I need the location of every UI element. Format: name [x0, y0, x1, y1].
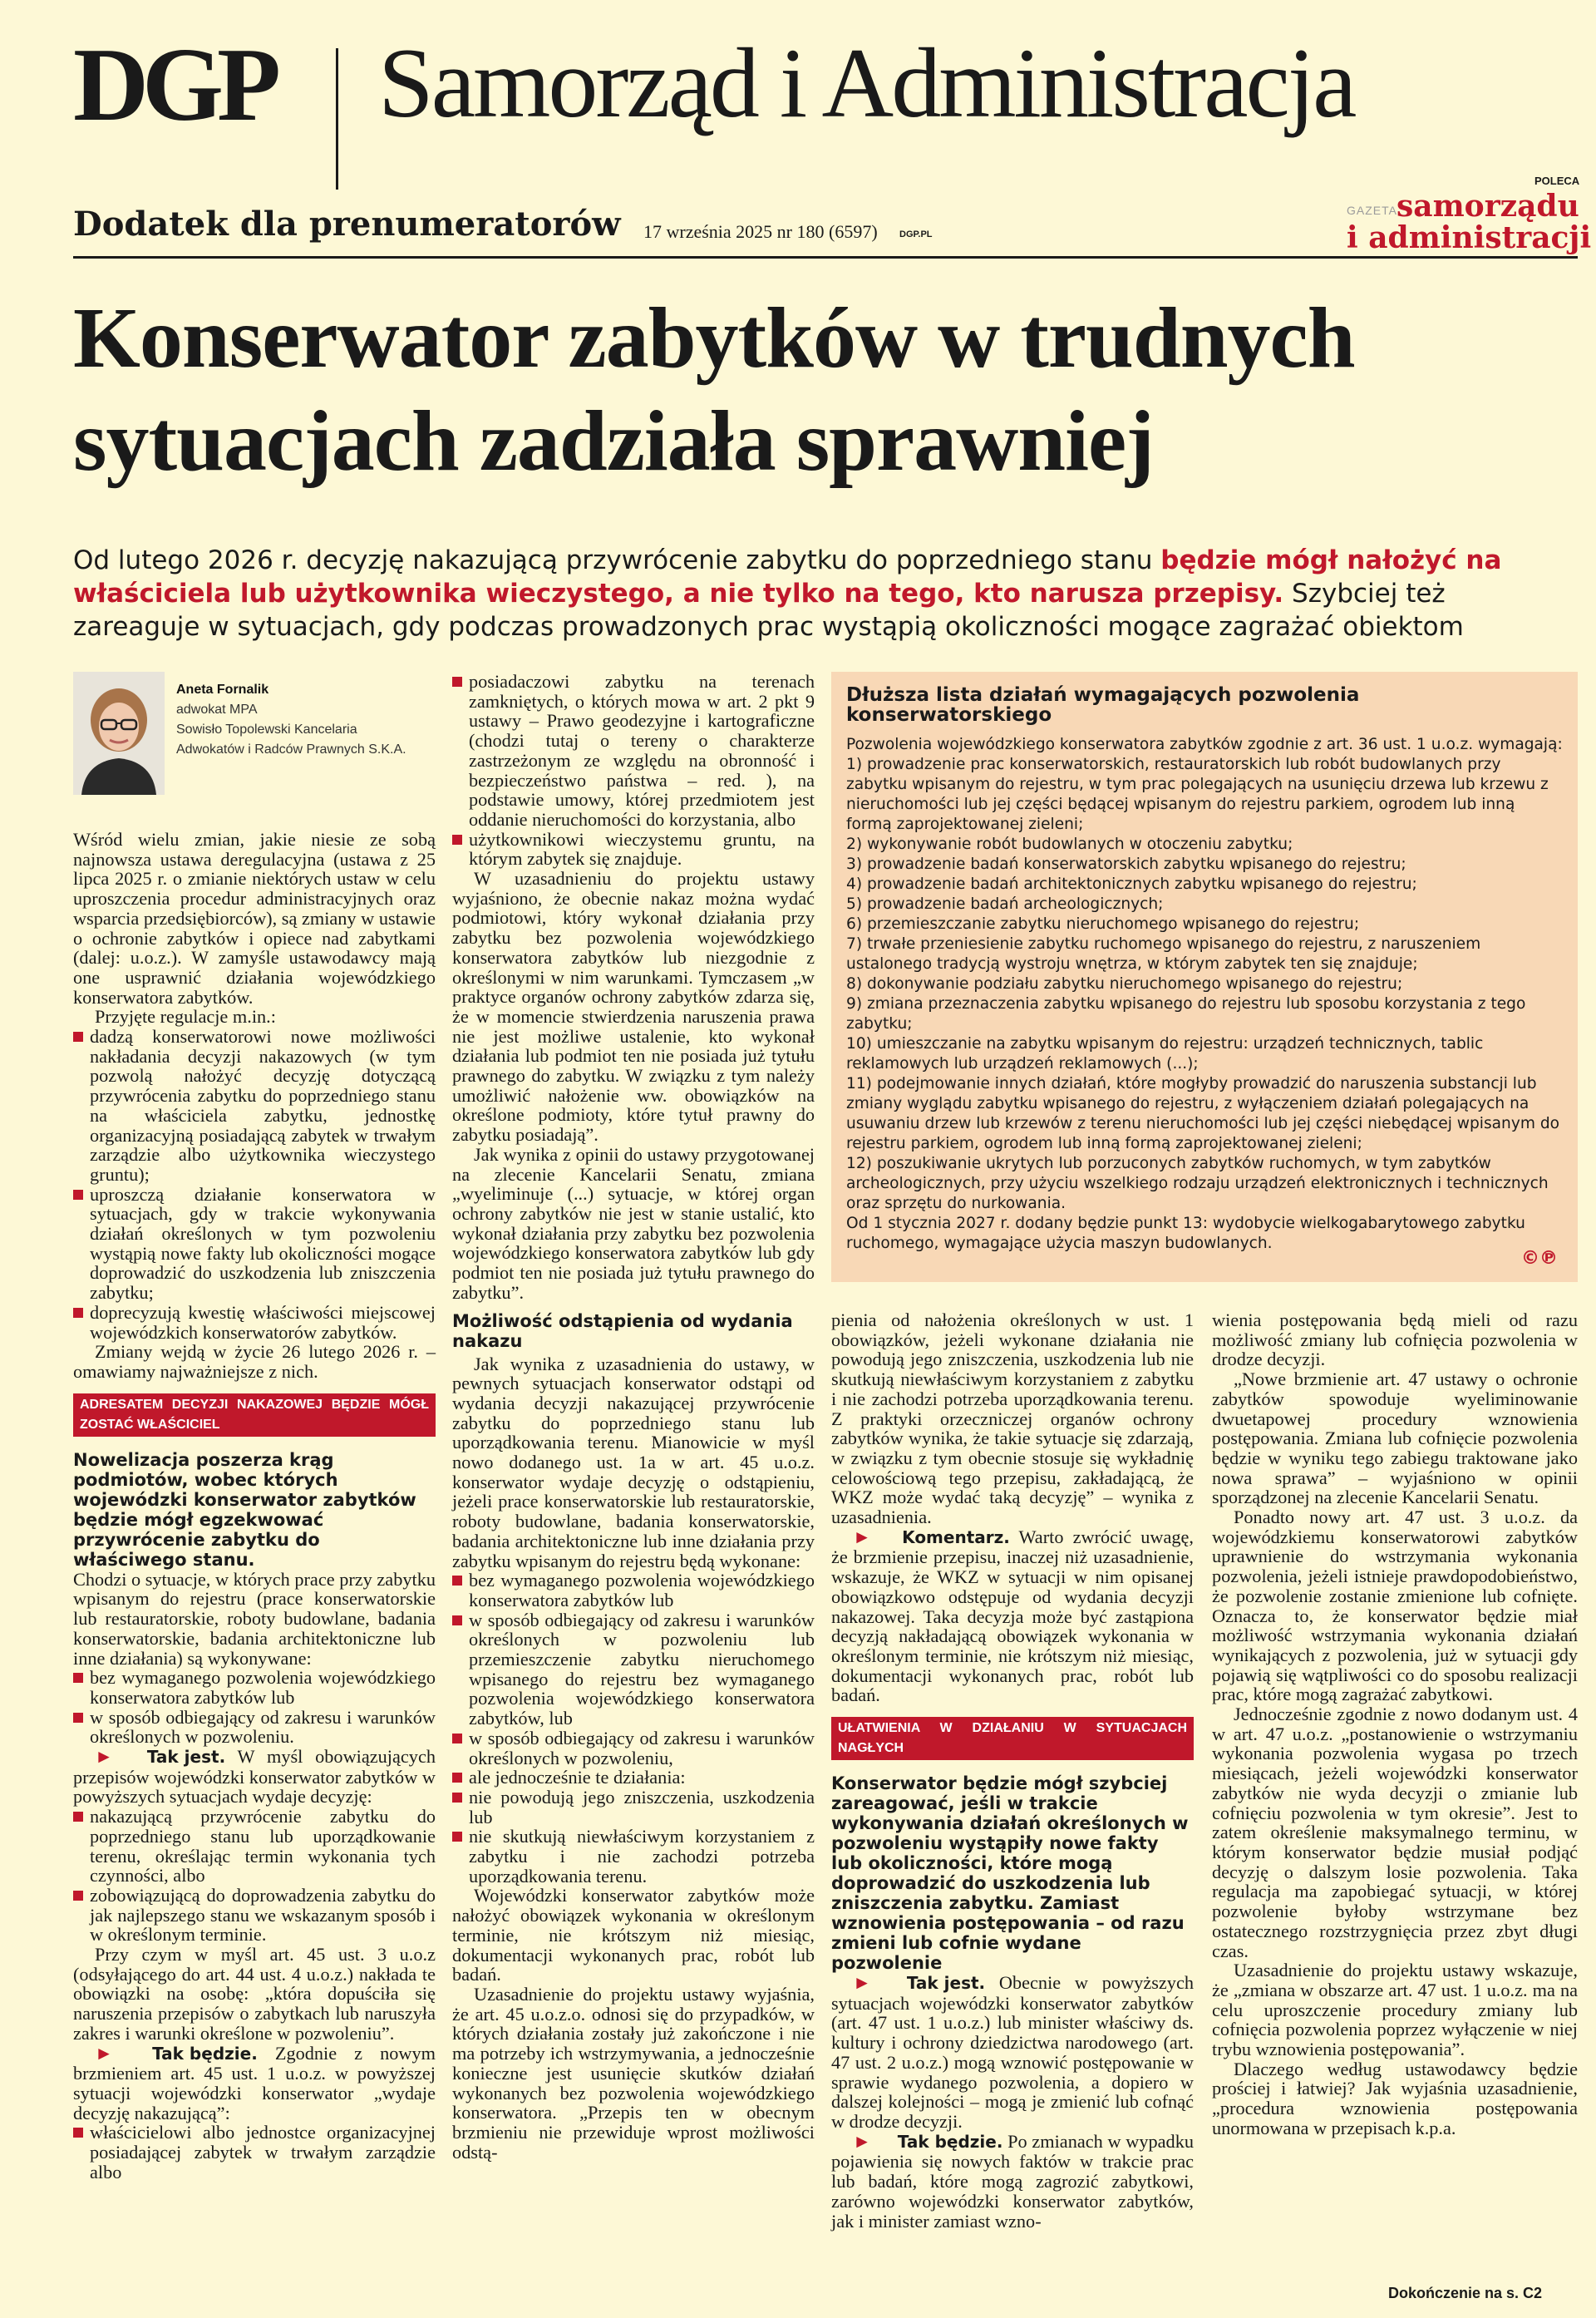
col2-p2: Jak wynika z opinii do ustawy przygotowanej na zlecenie Kancelarii Senatu, zmiana „wyeliminuje (...) sytuacje, w której organ ochrony zabytków nie jest w stanie ustalić, kto wykonał działania przy zabytku bez pozwolenia wojewódzkiego konserwatora zabytków lub gdy podmiot ten nie posiada już tytułu prawnego do zabytku”.: [452, 1143, 815, 1303]
tak-jest-label: Tak jest.: [146, 1747, 226, 1768]
masthead-rule: [73, 256, 1578, 259]
col3-p1: pienia od nałożenia określonych w ust. 1 obowiązków, jeżeli wykonane działania nie powodują jego zniszczenia, uszkodzenia lub nie skutkują niewłaściwym korzystaniem z zabytku i nie zachodzi potrzeba uporządkowania terenu. Z praktyki orzeczniczej organów ochrony zabytków wynika, że takie sytuacje się zdarzają, w związku z tym obecnie stosuje się wykładnię celowościową tego przepisu, zakładającą, że WKZ może wydać taką decyzję” – wynika z uzasadnienia.: [831, 1309, 1194, 1528]
article-column-4: [1212, 1310, 1578, 2138]
sidebar-item: 9) zmiana przeznaczenia zabytku wpisanego do rejestru lub sposobu korzystania z tego zabytku;: [846, 995, 1526, 1033]
sidebar-item: 5) prowadzenie badań archeologicznych;: [846, 895, 1164, 913]
site-link[interactable]: DGP.PL: [899, 229, 933, 239]
col1-tak-jest: [73, 1747, 436, 1807]
sidebar-item: 1) prowadzenie prac konserwatorskich, restauratorskich lub robót budowlanych przy zabytku wpisanym do rejestru, w tym prac polegających na usunięciu drzewa lub krzewu z nieruchomości lub jej części będącej wpisanym do rejestru parkiem, ogrodem lub inną formą zaprojektowanej zieleni;: [846, 756, 1549, 833]
list-item: nakazującą przywrócenie zabytku do poprzedniego stanu lub uporządkowanie terenu, określając termin wykonania tych czynności, albo: [73, 1807, 436, 1886]
recommend-gazeta: GAZETA: [1347, 204, 1397, 217]
col2-p4: Wojewódzki konserwator zabytków może nałożyć obowiązek wykonania w określonym terminie, nie krótszym niż miesiąc, dokumentacji wykonanych prac, robót lub badań.: [452, 1885, 815, 1985]
sidebar-box: [831, 672, 1578, 1282]
arrow-icon: ►: [853, 1526, 872, 1547]
issue-date: 17 września 2025 nr 180 (6597): [643, 221, 878, 242]
col2-p3: Jak wynika z uzasadnienia do ustawy, w pewnych sytuacjach konserwator odstąpi od wydania decyzji nakazującej przywrócenie zabytku do poprzedniego stanu lub uporządkowania terenu. Mianowicie w myśl nowo dodanego ust. 1a w art. 45 u.o.z. konserwator wydaje decyzję o odstąpieniu, jeżeli prace konserwatorskie lub restauratorskie, roboty budowlane, badania konserwatorskie, badania architektoniczne lub inne działania przy zabytku wpisanym do rejestru będą wykonane:: [452, 1353, 815, 1571]
list-item: użytkownikowi wieczystemu gruntu, na którym zabytek się znajduje.: [452, 830, 815, 869]
col4-p1: wienia postępowania będą mieli od razu możliwość zmiany lub cofnięcia pozwolenia w drodze decyzji.: [1212, 1309, 1578, 1370]
section-title: Samorząd i Administracja: [378, 27, 1355, 138]
col1-bullets3: [73, 1807, 436, 1945]
komentarz-label: Komentarz.: [902, 1526, 1010, 1547]
col1-bullets: [73, 1027, 436, 1342]
tak-bedzie-label: Tak będzie.: [152, 2043, 258, 2064]
article-column-2: [452, 672, 815, 2162]
sidebar-item: 2) wykonywanie robót budowlanych w otoczeniu zabytku;: [846, 836, 1293, 853]
col1-bullets2: [73, 1668, 436, 1747]
col2-bullets: [452, 672, 815, 869]
author-box: [176, 680, 426, 760]
arrow-icon: ►: [853, 2130, 872, 2152]
author-firm: Sowisło Topolewski Kancelaria Adwokatów i Radców Prawnych S.K.A.: [176, 723, 406, 757]
list-item: w sposób odbiegający od zakresu i warunków określonych w pozwoleniu,: [452, 1729, 815, 1768]
col2-bullets2: [452, 1571, 815, 1886]
author-name: Aneta Fornalik: [176, 683, 269, 697]
dgp-logo: DGP: [73, 27, 274, 143]
list-item: bez wymaganego pozwolenia wojewódzkiego konserwatora zabytków lub: [73, 1668, 436, 1707]
sidebar-item: 8) dokonywanie podziału zabytku nieruchomego wpisanego do rejestru;: [846, 975, 1403, 993]
tak-jest-label: Tak jest.: [906, 1973, 986, 1994]
sidebar-item: 11) podejmowanie innych działań, które mogłyby prowadzić do naruszenia substancji lub zmiany wyglądu zabytku wpisanego do rejestru, z wyłączeniem działań polegających na usuwaniu drzew lub krzewów z terenu nieruchomości lub jej części niebędącej wpisanym do rejestru parkiem, ogrodem lub inną formą zaprojektowanej zieleni;: [846, 1075, 1560, 1152]
col3-tak-bedzie: [831, 2132, 1194, 2232]
col4-p2: „Nowe brzmienie art. 47 ustawy o ochronie zabytków spowoduje wyeliminowanie dwuetapowej procedury wznowienia postępowania. Zmiana lub cofnięcie pozwolenia będzie w wyniku tego zabiegu traktowane jako nowa sprawa” – wyjaśniono w opinii sporządzonej na zlecenie Kancelarii Senatu.: [1212, 1369, 1578, 1508]
continuation-note: Dokończenie na s. C2: [1388, 2285, 1543, 2301]
section-band-adresat: ADRESATEM DECYZJI NAKAZOWEJ BĘDZIE MÓGŁ ZOSTAĆ WŁAŚCICIEL: [73, 1393, 436, 1437]
sidebar-item: 4) prowadzenie badań architektonicznych zabytku wpisanego do rejestru;: [846, 875, 1417, 893]
col2-p1: W uzasadnieniu do projektu ustawy wyjaśniono, że obecnie nakaz można wydać podmiotowi, który wykonał działania przy zabytku bez pozwolenia wojewódzkiego konserwatora zabytków lub niezgodnie z określonymi w nim warunkami. Tymczasem „w praktyce organów ochrony zabytków zdarza się, że w momencie stwierdzenia naruszenia prawa nie jest możliwe ustalenie, kto wykonał działania lub podmiot ten nie posiada już tytułu prawnego do zabytku. W związku z tym należy umożliwić nałożenie ww. obowiązków na określone podmioty, które tytuł prawny do zabytku posiadają”.: [452, 868, 815, 1146]
col4-p4: Jednocześnie zgodnie z nowo dodanym ust. 4 w art. 47 u.o.z. „postanowienie o wstrzymaniu wykonania pozwolenia wygasa po trzech miesiącach, jeżeli wojewódzki konserwator zabytków nie wyda decyzji o zmianie lub cofnięciu pozwolenia w tym okresie”. Jest to zatem określenie maksymalnego terminu, w którym konserwator będzie musiał podjąć decyzję o dalszym losie pozwolenia. Taka regulacja ma zapobiegać sytuacji, w której pozwolenie byłoby wstrzymane bez ostatecznego rozstrzygnięcia przez zbyt długi czas.: [1212, 1704, 1578, 1961]
list-item: doprecyzują kwestię właściwości miejscowej wojewódzkich konserwatorów zabytków.: [73, 1303, 436, 1342]
arrow-icon: ►: [853, 1972, 872, 1994]
col1-bold-intro: Nowelizacja poszerza krąg podmiotów, wobec których wojewódzki konserwator zabytków będzie mógł egzekwować przywrócenie zabytku do właściwego stanu.: [73, 1449, 416, 1570]
list-item: zobowiązującą do doprowadzenia zabytku do jak najlepszego stanu we wskazanym sposób i w określonym terminie.: [73, 1886, 436, 1945]
col4-p3: Ponadto nowy art. 47 ust. 3 u.o.z. da wojewódzkiemu konserwatorowi zabytków uprawnienie do wstrzymania wykonania pozwolenia, jeżeli istnieje prawdopodobieństwo, że pozwolenie zostanie zmienione lub cofnięte. Oznacza to, że konserwator będzie miał możliwość wstrzymania wykonania działań wynikających z pozwolenia, już w sytuacji gdy pojawią się wątpliwości co do sposobu realizacji prac, które mogą zagrażać zabytkowi.: [1212, 1507, 1578, 1705]
masthead-divider: [336, 48, 338, 190]
col1-bullets4: [73, 2123, 436, 2182]
recommend-title-line2: i administracji: [1347, 220, 1592, 255]
recommend-label: POLECA: [1534, 175, 1580, 187]
list-item: w sposób odbiegający od zakresu i warunków określonych w pozwoleniu lub przemieszczenie zabytku nieruchomego wpisanego do rejestru bez wymaganego pozwolenia wojewódzkiego konserwatora zabytków, lub: [452, 1610, 815, 1729]
lead-part1: Od lutego 2026 r. decyzję nakazującą przywrócenie zabytku do poprzedniego stanu: [73, 545, 1161, 575]
sidebar-note: Od 1 stycznia 2027 r. dodany będzie punkt 13: wydobycie wielkogabarytowego zabytku ruchomego, wymagające użycia maszyn budowlanych.: [846, 1215, 1525, 1252]
list-item: ale jednocześnie te działania:: [452, 1768, 815, 1788]
tak-bedzie-text: Po zmianach w wypadku pojawienia się nowych faktów w trakcie prac lub badań, które mogą zagrozić zabytkowi, zarówno wojewódzki konserwator zabytków, jak i minister zamiast wzno-: [831, 2130, 1194, 2232]
author-photo: [73, 672, 165, 795]
col3-tak-jest: [831, 1973, 1194, 2132]
sidebar-intro: Pozwolenia wojewódzkiego konserwatora zabytków zgodnie z art. 36 ust. 1 u.o.z. wymagają:: [846, 736, 1563, 753]
sidebar-item: 7) trwałe przeniesienie zabytku ruchomego wpisanego do rejestru, z naruszeniem ustalonego tradycją wystroju wnętrza, w którym zabytek ten się znajduje;: [846, 935, 1481, 973]
list-item: dadzą konserwatorowi nowe możliwości nakładania decyzji nakazowych (w tym pozwolą nałożyć decyzję dotyczącą przywrócenia zabytku do poprzedniego stanu na właściciela zabytku, jednostkę organizacyjną posiadającą zabytek w trwałym zarządzie albo użytkownika wieczystego gruntu);: [73, 1027, 436, 1185]
section-band-ulatwienia: UŁATWIENIA W DZIAŁANIU W SYTUACJACH NAGŁYCH: [831, 1717, 1194, 1760]
list-item: właścicielowi albo jednostce organizacyjnej posiadającej zabytek w trwałym zarządzie albo: [73, 2123, 436, 2182]
sidebar-item: 6) przemieszczanie zabytku nieruchomego wpisanego do rejestru;: [846, 915, 1360, 933]
col1-list-intro: Przyjęte regulacje m.in.:: [95, 1006, 276, 1028]
col1-p2: Przy czym w myśl art. 45 ust. 3 u.o.z (odsyłającego do art. 44 ust. 4 u.o.z.) nakłada te obowiązki na osobę: „która dopuściła się naruszenia przepisów o zabytkach lub naruszyła zakres i warunki określone w pozwoleniu”.: [73, 1944, 436, 2044]
copyright-icon: ©℗: [1521, 1248, 1558, 1269]
col4-p5: Uzasadnienie do projektu ustawy wskazuje, że „zmiana w obszarze art. 47 ust. 1 u.o.z. ma na celu uproszczenie procedury zmiany lub cofnięcia pozwolenia poprzez wyłączenie w niej trybu wznowienia postępowania”.: [1212, 1960, 1578, 2060]
author-role: adwokat MPA: [176, 703, 258, 717]
tak-bedzie-text: Zgodnie z nowym brzmieniem art. 45 ust. 1 u.o.z. w powyższej sytuacji wojewódzki konserwator „wydaje decyzję nakazującą”:: [73, 2042, 436, 2123]
komentarz-text: Warto zwrócić uwagę, że brzmienie przepisu, inaczej niż uzasadnienie, wskazuje, że WKZ w sytuacji w nim opisanej obowiązkowo odstępuje od wydania decyzji nakazowej. Taka decyzja może być zastąpiona decyzją nakładającą obowiązek wykonania w określonym terminie, nie krótszym niż miesiąc, dokumentacji wykonanych prac, robót lub badań.: [831, 1526, 1194, 1706]
recommend-title-line1: samorządu: [1396, 189, 1579, 224]
list-item: bez wymaganego pozwolenia wojewódzkiego konserwatora zabytków lub: [452, 1571, 815, 1610]
col3-komentarz: [831, 1527, 1194, 1705]
col2-p5: Uzasadnienie do projektu ustawy wyjaśnia, że art. 45 u.o.z.o. odnosi się do przypadków, w których działania zostały już zakończone i nie ma potrzeby ich wstrzymywania, a jednocześnie konieczne jest usunięcie skutków działań wykonanych bez pozwolenia wojewódzkiego konserwatora. „Przepis ten w obecnym brzmieniu nie przewiduje wprost możliwości odstą-: [452, 1984, 815, 2163]
arrow-icon: ►: [95, 2042, 114, 2064]
supplement-subline: Dodatek dla prenumeratorów: [73, 205, 621, 244]
article-lead: [73, 544, 1578, 644]
lead-part2: Szybciej też zareaguje w sytuacjach, gdy podczas prowadzonych prac wystąpią okoliczności mogące zagrażać obiektom: [73, 579, 1464, 642]
list-item: nie skutkują niewłaściwym korzystaniem z zabytku i nie zachodzi potrzeba uporządkowania terenu.: [452, 1827, 815, 1886]
col3-bold-intro: Konserwator będzie mógł szybciej zareagować, jeśli w trakcie wykonywania działań określonych w pozwoleniu wystąpiły nowe fakty lub okoliczności, które mogą doprowadzić do uszkodzenia lub zniszczenia zabytku. Zamiast wznowienia postępowania – od razu zmieni lub cofnie wydane pozwolenie: [831, 1773, 1189, 1974]
tak-jest-text: W myśl obowiązujących przepisów wojewódzki konserwator zabytków w powyższych sytuacjach wydaje decyzję:: [73, 1746, 436, 1808]
col1-tak-bedzie: [73, 2044, 436, 2123]
article-column-1: [73, 830, 436, 2182]
tak-jest-text: Obecnie w powyższych sytuacjach wojewódzki konserwator zabytków (art. 47 ust. 1 u.o.z.) lub minister właściwy ds. kultury i ochrony dziedzictwa narodowego (art. 47 ust. 2 u.o.z.) mogą wznowić postępowanie w sprawie wydanego pozwolenia, a dopiero w dalszej kolejności – mogą je zmienić lub cofnąć w drodze decyzji.: [831, 1972, 1194, 2132]
col1-outro: Zmiany wejdą w życie 26 lutego 2026 r. – omawiamy najważniejsze z nich.: [73, 1341, 436, 1382]
sidebar-item: 10) umieszczanie na zabytku wpisanym do rejestru: urządzeń technicznych, tablic reklamowych lub urządzeń reklamowych (...);: [846, 1035, 1484, 1073]
col1-intro: Wśród wielu zmian, jakie niesie ze sobą najnowsza ustawa deregulacyjna (ustawa z 25 lipca 2025 r. o zmianie niektórych ustaw w celu uproszczenia procedur administracyjnych oraz wsparcia przedsiębiorców), są zmiany w ustawie o ochronie zabytków i opiece nad zabytkami (dalej: u.o.z.). W zamyśle ustawodawcy mają one usprawnić działania wojewódzkiego konserwatora zabytków.: [73, 829, 436, 1008]
list-item: w sposób odbiegający od zakresu i warunków określonych w pozwoleniu.: [73, 1708, 436, 1747]
sidebar-title: Dłuższa lista działań wymagających pozwolenia konserwatorskiego: [846, 684, 1360, 726]
col4-p6: Dlaczego według ustawodawcy będzie prościej i łatwiej? Jak wyjaśnia uzasadnienie, „procedura wznowienia postępowania unormowana w przepisach k.p.a.: [1212, 2058, 1578, 2138]
lead-highlight: będzie mógł nałożyć na właściciela lub użytkownika wieczystego, a nie tylko na tego, kto narusza przepisy.: [73, 545, 1502, 609]
article-column-3: [831, 1310, 1194, 2231]
sidebar-item: 12) poszukiwanie ukrytych lub porzuconych zabytków ruchomych, w tym zabytków archeologicznych, przy użyciu wszelkiego rodzaju urządzeń elektronicznych i technicznych oraz sprzętu do nurkowania.: [846, 1155, 1549, 1212]
arrow-icon: ►: [95, 1746, 114, 1768]
col1-p1: Chodzi o sytuacje, w których prace przy zabytku wpisanym do rejestru (prace konserwatorskie lub restauratorskie, roboty budowlane, badania konserwatorskie, badania architektoniczne lub inne działania) są wykonywane:: [73, 1568, 436, 1669]
list-item: nie powodują jego zniszczenia, uszkodzenia lub: [452, 1788, 815, 1827]
author-portrait-icon: [73, 672, 165, 795]
list-item: uproszczą działanie konserwatora w sytuacjach, gdy w trakcie wykonywania działań określonych w tym pozwoleniu wystąpią nowe fakty lub okoliczności mogące doprowadzić do uszkodzenia lub zniszczenia zabytku;: [73, 1185, 436, 1303]
tak-bedzie-label: Tak będzie.: [897, 2131, 1003, 2152]
list-item: posiadaczowi zabytku na terenach zamkniętych, o których mowa w art. 2 pkt 9 ustawy – Prawo geodezyjne i kartograficzne (chodzi tutaj o tereny o charakterze zastrzeżonym ze względu na obronność i bezpieczeństwo państwa – red. ), na podstawie umowy, której przedmiotem jest oddanie nieruchomości do korzystania, albo: [452, 672, 815, 830]
col2-heading: Możliwość odstąpienia od wydania nakazu: [452, 1310, 793, 1351]
sidebar-item: 3) prowadzenie badań konserwatorskich zabytku wpisanego do rejestru;: [846, 856, 1406, 873]
article-headline: Konserwator zabytków w trudnych sytuacjach zadziała sprawniej: [73, 290, 1355, 489]
